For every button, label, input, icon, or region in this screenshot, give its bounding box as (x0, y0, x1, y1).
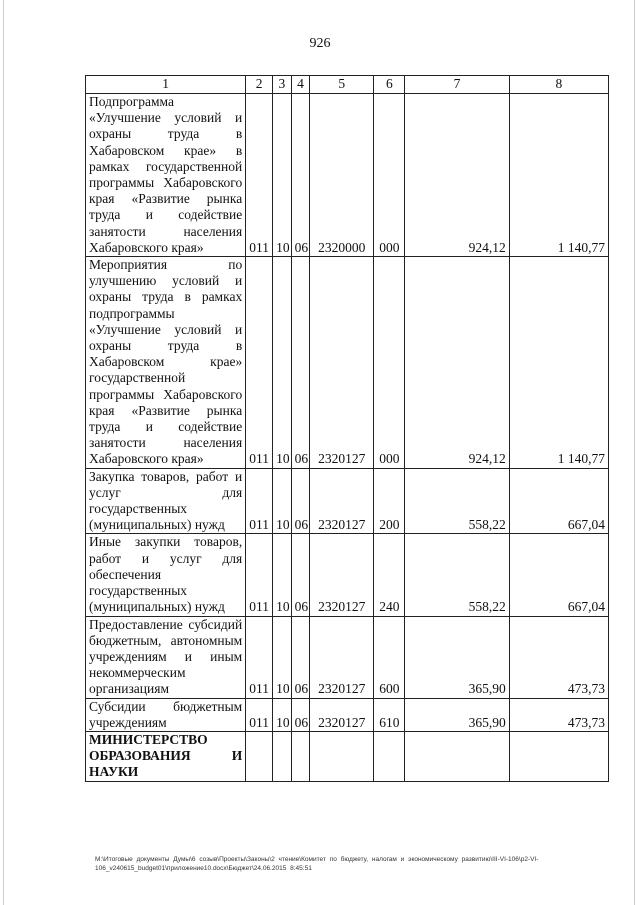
row-ministry-code (246, 731, 273, 781)
row-expense-type: 240 (374, 534, 405, 616)
row-subsection: 06 (291, 534, 310, 616)
row-subsection: 06 (291, 468, 310, 534)
header-col-5: 5 (310, 76, 374, 94)
row-expense-type: 600 (374, 616, 405, 698)
footer-line-1: М:\Итоговые документы Думы\6 созыв\Проекты\Законы\2 чтение\Комитет по бюджету, налогам и экономическому развитию\III-VI-106\p2-VI- (95, 856, 539, 863)
row-subsection: 06 (291, 257, 310, 469)
row-section: 10 (273, 94, 292, 257)
row-name: Мероприятия по улучшению условий и охраны труда в рамках подпрограммы «Улучшение условий и охраны труда в Хабаровском крае» государственной программы Хабаровского края «Развитие рынка труда и содействие занятости населения Хабаровского края» (86, 257, 246, 469)
row-ministry-code: 011 (246, 616, 273, 698)
row-amount-2: 667,04 (509, 534, 608, 616)
row-target-article (310, 731, 374, 781)
table-row (86, 534, 609, 616)
row-name: Субсидии бюджетным учреждениям (86, 698, 246, 731)
row-section: 10 (273, 257, 292, 469)
row-target-article: 2320127 (310, 468, 374, 534)
row-target-article: 2320000 (310, 94, 374, 257)
table-header-row (86, 76, 609, 94)
row-amount-2: 667,04 (509, 468, 608, 534)
page-number: 926 (309, 36, 331, 51)
row-subsection: 06 (291, 94, 310, 257)
row-amount-1: 924,12 (405, 94, 509, 257)
row-subsection: 06 (291, 698, 310, 731)
header-col-2: 2 (246, 76, 273, 94)
row-amount-1: 924,12 (405, 257, 509, 469)
row-subsection: 06 (291, 616, 310, 698)
row-section (273, 731, 292, 781)
row-amount-1: 365,90 (405, 698, 509, 731)
row-amount-1: 558,22 (405, 534, 509, 616)
table-row-ministry-heading (86, 731, 609, 781)
row-subsection (291, 731, 310, 781)
row-expense-type (374, 731, 405, 781)
row-amount-2: 473,73 (509, 616, 608, 698)
row-ministry-code: 011 (246, 257, 273, 469)
row-name: Подпрограмма «Улучшение условий и охраны труда в Хабаровском крае» в рамках государственной программы Хабаровского края «Развитие рынка труда и содействие занятости населения Хабаровского края» (86, 94, 246, 257)
row-target-article: 2320127 (310, 698, 374, 731)
row-ministry-code: 011 (246, 468, 273, 534)
table-row (86, 698, 609, 731)
row-ministry-code: 011 (246, 94, 273, 257)
row-amount-1: 558,22 (405, 468, 509, 534)
table-row (86, 94, 609, 257)
row-name: Предоставление субсидий бюджетным, автономным учреждениям и иным некоммерческим организациям (86, 616, 246, 698)
page-edge-right (634, 0, 635, 905)
row-target-article: 2320127 (310, 257, 374, 469)
header-col-8: 8 (509, 76, 608, 94)
row-amount-2: 1 140,77 (509, 94, 608, 257)
row-expense-type: 610 (374, 698, 405, 731)
row-ministry-code: 011 (246, 698, 273, 731)
header-col-7: 7 (405, 76, 509, 94)
row-name: Закупка товаров, работ и услуг для государственных (муниципальных) нужд (86, 468, 246, 534)
page-edge-left (3, 0, 4, 905)
header-col-4: 4 (291, 76, 310, 94)
row-section: 10 (273, 698, 292, 731)
budget-table (85, 75, 609, 782)
header-col-6: 6 (374, 76, 405, 94)
file-path-footer (95, 855, 615, 873)
row-name: Иные закупки товаров, работ и услуг для обеспечения государственных (муниципальных) нужд (86, 534, 246, 616)
row-amount-1: 365,90 (405, 616, 509, 698)
row-target-article: 2320127 (310, 534, 374, 616)
row-name: МИНИСТЕРСТВО ОБРАЗОВАНИЯ И НАУКИ (86, 731, 246, 781)
row-amount-2 (509, 731, 608, 781)
header-col-1: 1 (86, 76, 246, 94)
row-section: 10 (273, 616, 292, 698)
row-expense-type: 000 (374, 94, 405, 257)
row-ministry-code: 011 (246, 534, 273, 616)
table-row (86, 616, 609, 698)
row-section: 10 (273, 468, 292, 534)
row-target-article: 2320127 (310, 616, 374, 698)
row-expense-type: 200 (374, 468, 405, 534)
footer-line-2: 106_v240615_budget01\приложение10.docx\Бюджет\24.06.2015 8:45:51 (95, 865, 312, 872)
row-amount-2: 473,73 (509, 698, 608, 731)
table-row (86, 257, 609, 469)
row-section: 10 (273, 534, 292, 616)
row-expense-type: 000 (374, 257, 405, 469)
table-row (86, 468, 609, 534)
header-col-3: 3 (273, 76, 292, 94)
row-amount-1 (405, 731, 509, 781)
row-amount-2: 1 140,77 (509, 257, 608, 469)
